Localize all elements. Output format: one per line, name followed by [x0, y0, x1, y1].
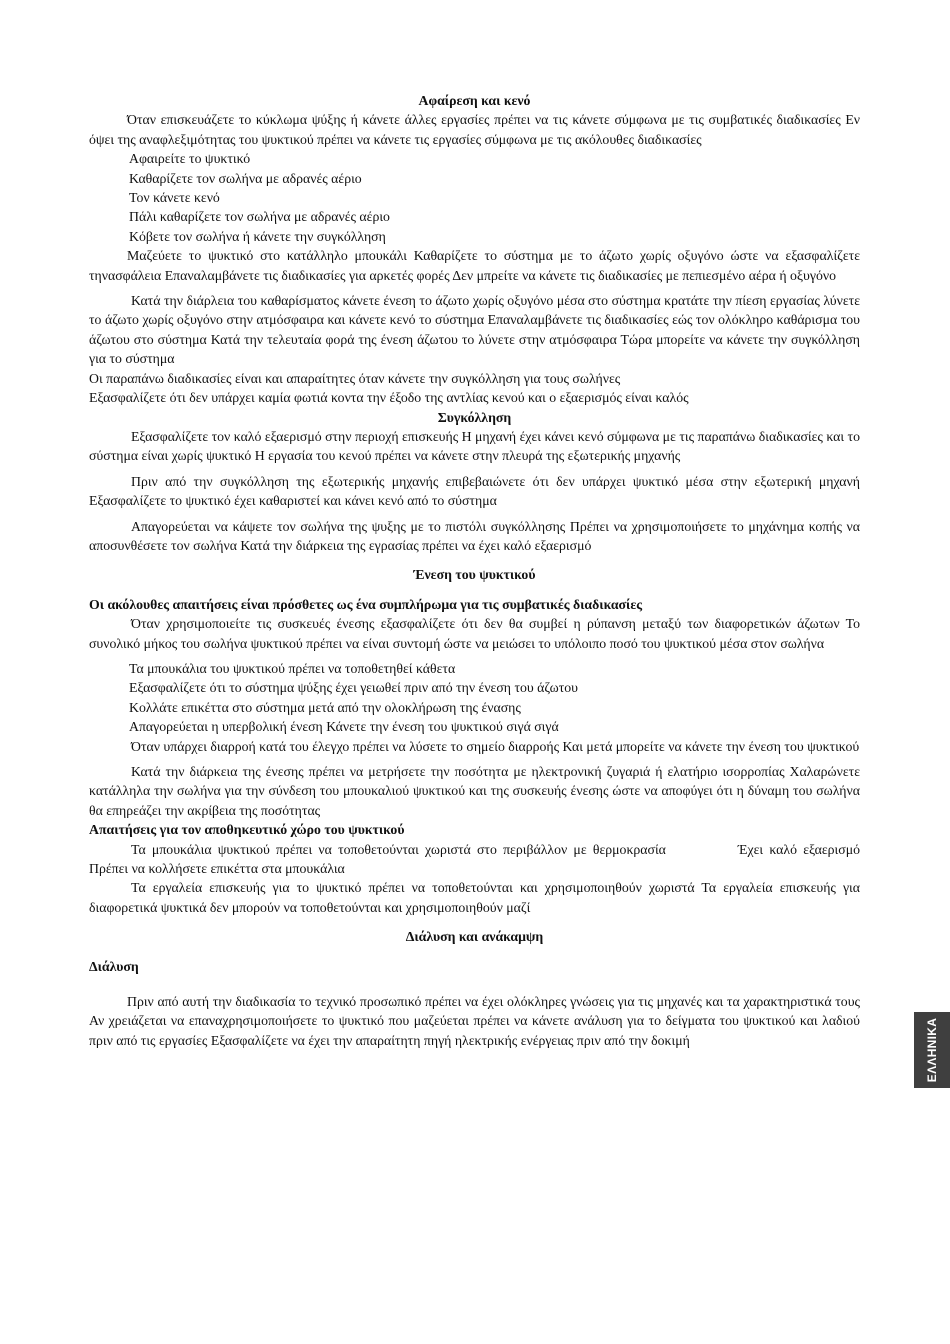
- list-item: Αφαιρείτε το ψυκτικό: [129, 151, 251, 167]
- paragraph: Όταν επισκευάζετε το κύκλωμα ψύξης ή κάνετε άλλες εργασίες πρέπει να τις κάνετε σύμφωνα με τις συμβατικές διαδικασίες Εν όψει της αναφλεξιμότητας του ψυκτικού πρέπει να κάνετε τις εργασίες σύμφωνα με τις ακόλουθες διαδικασίες: [89, 112, 860, 147]
- heading-welding: Συγκόλληση: [437, 409, 512, 425]
- paragraph: Πριν από αυτή την διαδικασία το τεχνικό προσωπικό πρέπει να έχει ολόκληρες γνώσεις για τις μηχανές και τα χαρακτηριστικά τους Αν χρειάζεται να επαναχρησιμοποιήσετε το ψυκτικό που μαζεύεται πρέπει να κάνετε ανάλυση για το δείγματα του ψυκτικού και λαδιού πριν από τις εργασίες Εξασφαλίζετε να έχει την απαραίτητη πηγή ηλεκτρικής ενέργειας πριν από την δοκιμή: [89, 994, 860, 1048]
- paragraph: Απαγορεύεται να κάψετε τον σωλήνα της ψυξης με το πιστόλι συγκόλλησης Πρέπει να χρησιμοποιήσετε το μηχάνημα κοπής να αποσυνθέσετε τον σωλήνα Κατά την διάρκεια της εγρασίας πρέπει να έχει καλό εξαερισμό: [89, 518, 860, 553]
- list-item: Κόβετε τον σωλήνα ή κάνετε την συγκόλληση: [129, 228, 386, 244]
- storage-text-a: Τα μπουκάλια ψυκτικού πρέπει να τοποθετούνται χωριστά στο περιβάλλον με θερμοκρασία: [131, 841, 666, 857]
- storage-text-b: Έχει καλό εξαερισμό Πρέπει να κολλήσετε επικέττα στα μπουκάλια: [89, 841, 860, 877]
- list-item: Τον κάνετε κενό: [129, 190, 220, 206]
- paragraph: Μαζεύετε το ψυκτικό στο κατάλληλο μπουκάλι Καθαρίζετε το σύστημα με το άζωτο χωρίς οξυγόνο ώστε να εξασφαλίζετε τηνασφάλεια Επαναλαμβάνετε τις διαδικασίες για αρκετές φορές Δεν μπρείτε να κάνετε τις διαδικασίες με πεπιεσμένο αέρα ή οξυγόνο: [89, 248, 860, 283]
- list-item: Τα μπουκάλια του ψυκτικού πρέπει να τοποθετηθεί κάθετα: [129, 660, 456, 676]
- charging-list: [89, 659, 860, 737]
- document-page: [89, 91, 860, 1050]
- list-item: Πάλι καθαρίζετε τον σωλήνα με αδρανές αέριο: [129, 209, 390, 225]
- paragraph: Όταν χρησιμοποιείτε τις συσκευές ένεσης εξασφαλίζετε ότι δεν θα συμβεί η ρύπανση μεταξύ των διαφορετικών άζωτων Το συνολικό μήκος του σωλήνα ψυκτικού πρέπει να είναι συντομή ώστε να μειώσει το υπόλοιπο ποσό του ψυκτικού μέσα στον σωλήνα: [89, 616, 860, 651]
- paragraph: Πριν από την συγκόλληση της εξωτερικής μηχανής επιβεβαιώνετε ότι δεν υπάρχει ψυκτικό μέσα στην εξωτερική μηχανή Εξασφαλίζετε το ψυκτικό έχει καθαριστεί και κάνει κενό από το σύστημα: [89, 473, 860, 509]
- list-item: Κολλάτε επικέττα στο σύστημα μετά από την ολοκλήρωση της ένασης: [129, 699, 521, 715]
- list-item: Απαγορεύεται η υπερβολική ένεση Κάνετε την ένεση του ψυκτικού σιγά σιγά: [129, 719, 559, 735]
- paragraph: Εξασφαλίζετε ότι δεν υπάρχει καμία φωτιά κοντα την έξοδο της αντλίας κενού και ο εξαερισμός είναι καλός: [89, 390, 689, 406]
- heading-charging: Ένεση του ψυκτικού: [413, 567, 536, 583]
- heading-removal: Αφαίρεση και κενό: [418, 93, 531, 108]
- paragraph: Κατά την διάρλεια του καθαρίσματος κάνετε ένεση το άζωτο χωρίς οξυγόνο μέσα στο σύστημα κρατάτε την πίεση εργασίας λύνετε το άζωτο χωρίς οξυγόνο στην ατμόσφαιρα και κάνετε κενό το σύστημα Επαναλαμβάνετε τις διαδικασίες εώς τον ολόκληρο καθάρισμα του άζωτου στο σύστημα Κατά την τελευταία φορά της ένεση άζωτου το λύνετε στην ατμόσφαιρα Τώρα μπορείτε να κάνετε την συγκόλληση για το σύστημα: [89, 293, 860, 367]
- paragraph: Κατά την διάρκεια της ένεσης πρέπει να μετρήσετε την ποσότητα με ηλεκτρονική ζυγαριά ή ελατήριο ισορροπίας Χαλαρώνετε κατάλληλα την σωλήνα για την σύνδεση του μπουκαλιού ψυκτικού και της συσκευής ένεσης ώστε να αποφύγει ότι η δύναμη του σωλήνα θα επηρεάζει την ακρίβεια της ποσότητας: [89, 764, 860, 818]
- paragraph: Εξασφαλίζετε τον καλό εξαερισμό στην περιοχή επισκευής Η μηχανή έχει κάνει κενό σύμφωνα με τις παραπάνω διαδικασίες και το σύστημα είναι χωρίς ψυκτικό Η εργασία του κενού πρέπει να κάνετε στην πλευρά της εξωτερικής μηχανής: [89, 428, 860, 464]
- language-tab: [914, 1012, 950, 1088]
- list-item: Καθαρίζετε τον σωλήνα με αδρανές αέριο: [129, 170, 362, 186]
- paragraph: Όταν υπάρχει διαρροή κατά του έλεγχο πρέπει να λύσετε το σημείο διαρροής Και μετά μπορείτε να κάνετε την ένεση του ψυκτικού: [131, 738, 860, 754]
- list-item: Εξασφαλίζετε ότι το σύστημα ψύξης έχει γειωθεί πριν από την ένεση του άζωτου: [129, 680, 578, 696]
- subheading-dismantling: Διάλυση: [89, 958, 139, 974]
- heading-storage: Απαιτήσεις για τον αποθηκευτικό χώρο του ψυκτικού: [89, 822, 405, 838]
- paragraph: Οι παραπάνω διαδικασίες είναι και απαραίτητες όταν κάνετε την συγκόλληση για τους σωλήνες: [89, 370, 621, 386]
- subheading-charging: Οι ακόλουθες απαιτήσεις είναι πρόσθετες ως ένα συμπλήρωμα για τις συμβατικές διαδικασίες: [89, 596, 643, 612]
- language-tab-label: ΕΛΛΗΝΙΚΑ: [925, 1017, 940, 1083]
- heading-recovery: Διάλυση και ανάκαμψη: [405, 929, 544, 945]
- paragraph: [89, 840, 860, 879]
- steps-list: [89, 149, 860, 246]
- paragraph: Τα εργαλεία επισκευής για το ψυκτικό πρέπει να τοποθετούνται και χρησιμοποιηθούν χωριστά Τα εργαλεία επισκευής για διαφορετικά ψυκτικά δεν μπορούν να τοποθετούνται και χρησιμοποιηθούν μαζί: [89, 880, 860, 915]
